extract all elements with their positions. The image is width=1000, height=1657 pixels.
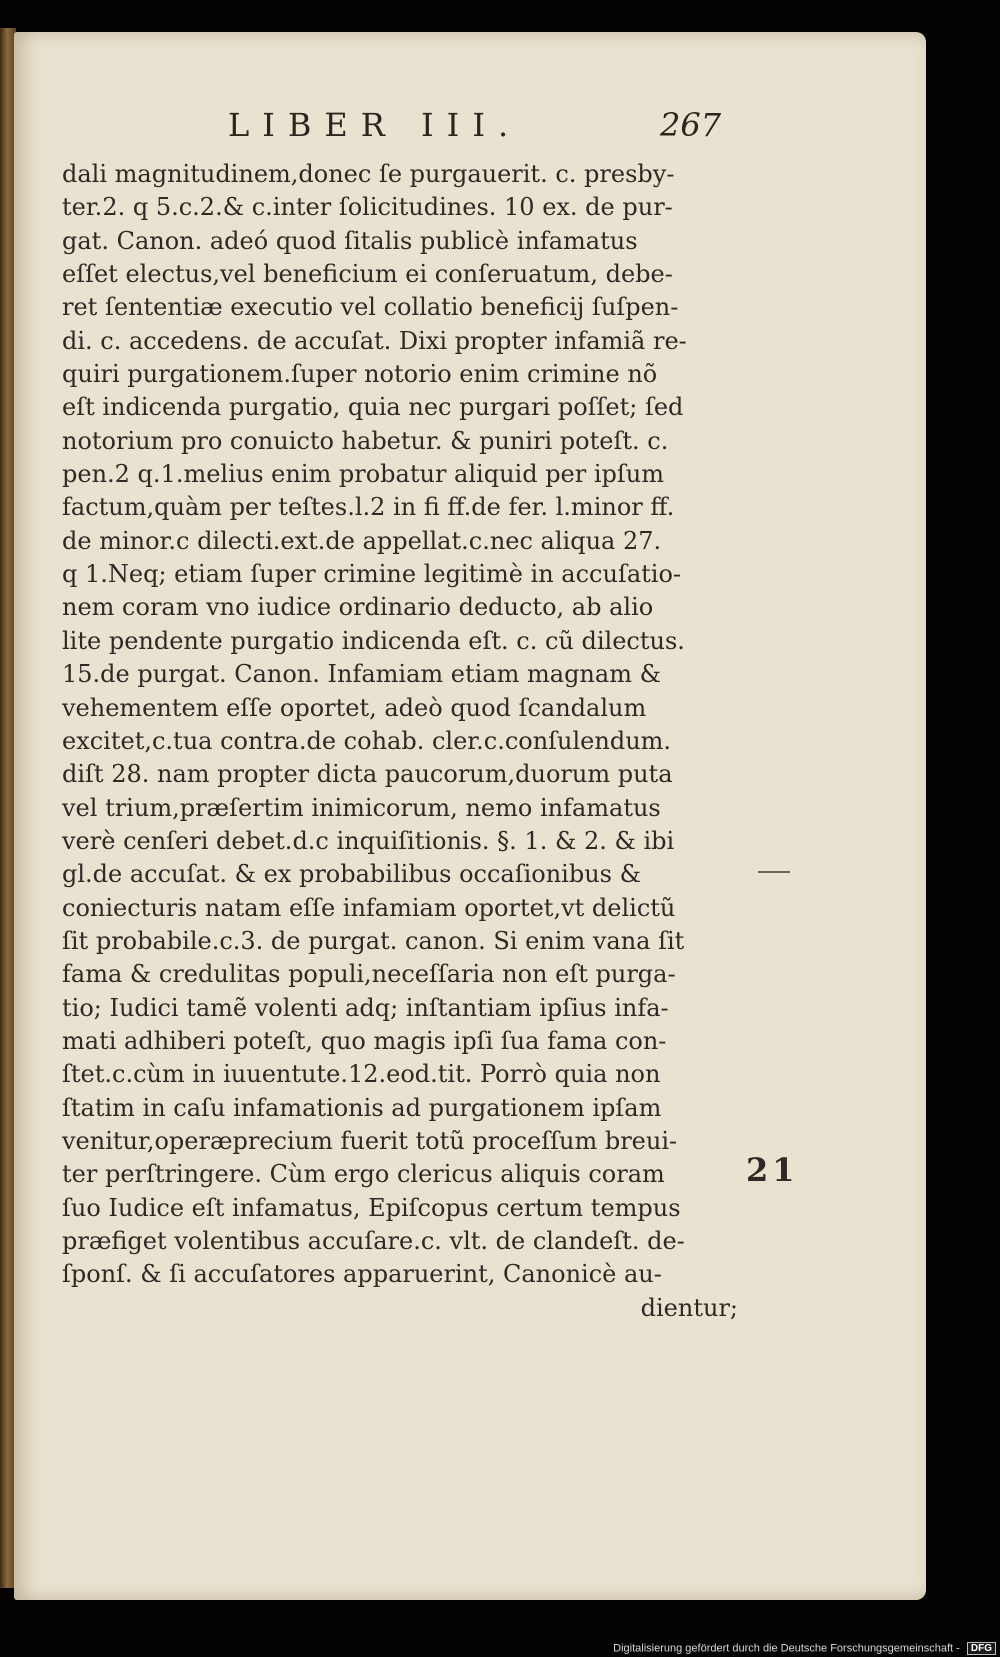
margin-mark	[758, 871, 790, 873]
text-line: quiri purgationem.ſuper notorio enim crimine nõ	[62, 360, 658, 389]
text-line: de minor.c dilecti.ext.de appellat.c.nec aliqua 27.	[62, 526, 662, 555]
text-line: ſuo Iudice eſt infamatus, Epiſcopus certum tempus	[62, 1193, 681, 1222]
margin-note: 21	[746, 1151, 799, 1189]
text-line: coniecturis natam eſſe infamiam oportet,vt delictũ	[62, 893, 676, 922]
text-line: tio; Iudici tamẽ volenti adq; inſtantiam ipſius infa-	[62, 993, 669, 1022]
text-line: ter perſtringere. Cùm ergo clericus aliquis coram	[62, 1160, 665, 1189]
text-line: fama & credulitas populi,neceſſaria non eſt purga-	[62, 960, 676, 989]
credit-text: Digitalisierung gefördert durch die Deutsche Forschungsgemeinschaft -	[613, 1642, 960, 1655]
text-line: ſit probabile.c.3. de purgat. canon. Si enim vana ſit	[62, 926, 685, 955]
text-line: notorium pro conuicto habetur. & puniri poteſt. c.	[62, 426, 669, 455]
text-line: pen.2 q.1.melius enim probatur aliquid per ipſum	[62, 460, 664, 489]
text-line: diſt 28. nam propter dicta paucorum,duorum puta	[62, 760, 673, 789]
text-line: 15.de purgat. Canon. Infamiam etiam magnam &	[62, 660, 661, 689]
text-line: nem coram vno iudice ordinario deducto, ab alio	[62, 593, 654, 622]
text-line: gl.de accuſat. & ex probabilibus occaſionibus &	[62, 860, 641, 889]
text-line: venitur,operæprecium fuerit totũ proceſſum breui-	[62, 1126, 678, 1155]
text-line: mati adhiberi poteſt, quo magis ipſi ſua fama con-	[62, 1026, 667, 1055]
text-line: ter.2. q 5.c.2.& c.inter ſolicitudines. 10 ex. de pur-	[62, 193, 673, 222]
text-line: di. c. accedens. de accuſat. Dixi propter infamiã re-	[62, 326, 687, 355]
catchword: dientur;	[640, 1293, 738, 1322]
text-line: factum,quàm per teſtes.l.2 in fi ff.de fer. l.minor ff.	[62, 493, 675, 522]
text-line: excitet,c.tua contra.de cohab. cler.c.conſulendum.	[62, 726, 672, 755]
text-line: vel trium,præſertim inimicorum, nemo infamatus	[62, 793, 661, 822]
text-line: q 1.Neq; etiam ſuper crimine legitimè in accuſatio-	[62, 560, 682, 589]
text-line: præfiget volentibus accuſare.c. vlt. de clandeſt. de-	[62, 1227, 685, 1255]
text-line: gat. Canon. adeó quod ſitalis publicè infamatus	[62, 226, 638, 255]
page-header	[0, 106, 1000, 156]
text-line: ſtatim in caſu infamationis ad purgationem ipſam	[62, 1093, 662, 1122]
text-line: lite pendente purgatio indicenda eſt. c. cũ dilectus.	[62, 626, 685, 655]
text-line: eſſet electus,vel beneficium ei conſeruatum, debe-	[62, 260, 673, 289]
text-line: vehementem eſſe oportet, adeò quod ſcandalum	[62, 693, 647, 722]
text-line: eſt indicenda purgatio, quia nec purgari poſſet; ſed	[62, 393, 684, 422]
text-line: ſponſ. & ſi accuſatores apparuerint, Canonicè au-	[62, 1260, 662, 1289]
digitization-credit	[613, 1642, 996, 1655]
text-line: ret ſententiæ executio vel collatio beneficij ſuſpen-	[62, 293, 679, 322]
running-head: LIBER III.	[228, 106, 522, 144]
body-text	[62, 158, 738, 1325]
page-number: 267	[660, 106, 722, 144]
text-line: verè cenſeri debet.d.c inquiſitionis. §. 1. & 2. & ibi	[62, 826, 675, 855]
text-line: dali magnitudinem,donec ſe purgauerit. c. presby-	[62, 160, 675, 188]
dfg-logo: DFG	[967, 1642, 996, 1655]
text-line: ſtet.c.cùm in iuuentute.12.eod.tit. Porrò quia non	[62, 1060, 661, 1089]
